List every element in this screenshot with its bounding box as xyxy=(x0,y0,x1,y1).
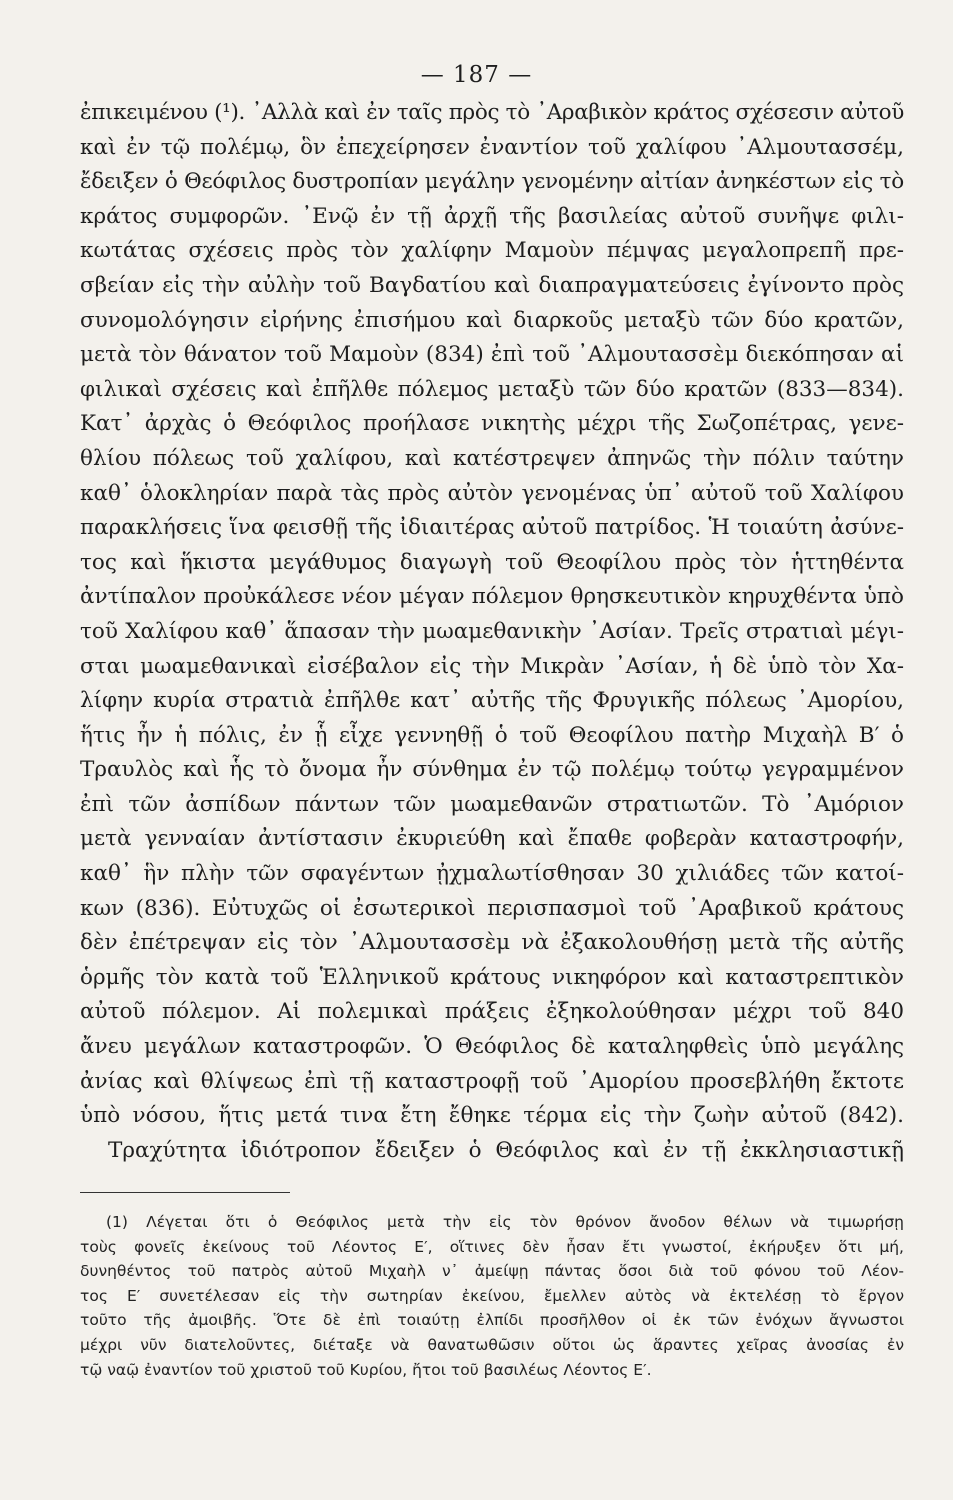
body-line: καθ᾿ ὁλοκληρίαν παρὰ τὰς πρὸς αὐτὸν γενομένας ὑπ᾿ αὐτοῦ τοῦ Χαλίφου xyxy=(80,480,904,506)
page-number: — 187 — xyxy=(420,62,533,88)
body-line: θλίου πόλεως τοῦ χαλίφου, καὶ κατέστρεψεν ἀπηνῶς τὴν πόλιν ταύτην xyxy=(80,445,904,471)
footnote-line: τοῦτο τῆς ἀμοιβῆς. Ὅτε δὲ ἐπὶ τοιαύτῃ ἐλπίδι προσῆλθον οἱ ἐκ τῶν ἐνόχων ἄγνωστοι xyxy=(80,1311,904,1330)
body-line: μετὰ τὸν θάνατον τοῦ Μαμοὺν (834) ἐπὶ τοῦ ᾿Αλμουτασσὲμ διεκόπησαν αἱ xyxy=(80,342,904,368)
body-line: κων (836). Εὐτυχῶς οἱ ἐσωτερικοὶ περισπασμοὶ τοῦ ᾿Αραβικοῦ κράτους xyxy=(80,895,904,921)
body-line: Τραυλὸς καὶ ἧς τὸ ὄνομα ἦν σύνθημα ἐν τῷ πολέμῳ τούτῳ γεγραμμένον xyxy=(80,757,904,783)
body-line: καὶ ἐν τῷ πολέμῳ, ὃν ἐπεχείρησεν ἐναντίον τοῦ χαλίφου ᾿Αλμουτασσέμ, xyxy=(80,134,904,160)
footnote-separator xyxy=(80,1192,290,1193)
body-line: ἥτις ἦν ἡ πόλις, ἐν ᾗ εἶχε γεννηθῇ ὁ τοῦ Θεοφίλου πατὴρ Μιχαὴλ Β′ ὁ xyxy=(80,722,904,748)
body-line: ἀνίας καὶ θλίψεως ἐπὶ τῇ καταστροφῇ τοῦ ᾿Αμορίου προσεβλήθη ἔκτοτε xyxy=(80,1068,904,1094)
body-line: κωτάτας σχέσεις πρὸς τὸν χαλίφην Μαμοὺν πέμψας μεγαλοπρεπῆ πρε- xyxy=(80,238,904,264)
footnote-marker-line: (1) Λέγεται ὅτι ὁ Θεόφιλος μετὰ τὴν εἰς τὸν θρόνον ἄνοδον θέλων νὰ τιμωρήσῃ xyxy=(106,1213,904,1231)
footnote-line: μέχρι νῦν διατελοῦντες, διέταξε νὰ θανατωθῶσιν οὕτοι ὡς ἅραντες χεῖρας ἀνοσίας ἐν xyxy=(80,1335,904,1354)
body-line: ἀντίπαλον προὐκάλεσε νέον μέγαν πόλεμον θρησκευτικὸν κηρυχθέντα ὑπὸ xyxy=(80,584,904,610)
footnote-line: τῷ ναῷ ἐναντίον τοῦ χριστοῦ τοῦ Κυρίου, ἤτοι τοῦ βασιλέως Λέοντος Ε′. xyxy=(80,1360,652,1379)
footnote xyxy=(80,1210,904,1382)
body-line: κράτος συμφορῶν. ᾿Ενῷ ἐν τῇ ἀρχῇ τῆς βασιλείας αὐτοῦ συνῆψε φιλι- xyxy=(80,203,904,229)
body-line: ὑπὸ νόσου, ἥτις μετά τινα ἔτη ἔθηκε τέρμα εἰς τὴν ζωὴν αὐτοῦ (842). xyxy=(80,1103,904,1129)
body-line: ὁρμῆς τὸν κατὰ τοῦ Ἑλληνικοῦ κράτους νικηφόρον καὶ καταστρεπτικὸν xyxy=(80,964,904,990)
footnote-line: τος Ε′ συνετέλεσαν εἰς τὴν σωτηρίαν ἐκείνου, ἔμελλεν αὐτὸς νὰ ἐκτελέσῃ τὸ ἔργον xyxy=(80,1286,904,1305)
body-text xyxy=(80,96,904,1168)
body-line: τοῦ Χαλίφου καθ᾿ ἅπασαν τὴν μωαμεθανικὴν ᾿Ασίαν. Τρεῖς στρατιαὶ μέγι- xyxy=(80,618,904,644)
body-line: λίφην κυρία στρατιὰ ἐπῆλθε κατ᾿ αὐτῆς τῆς Φρυγικῆς πόλεως ᾿Αμορίου, xyxy=(80,688,904,714)
body-line: μετὰ γενναίαν ἀντίστασιν ἐκυριεύθη καὶ ἔπαθε φοβερὰν καταστροφήν, xyxy=(80,826,904,852)
body-line: φιλικαὶ σχέσεις καὶ ἐπῆλθε πόλεμος μεταξὺ τῶν δύο κρατῶν (833—834). xyxy=(80,376,904,402)
body-line: δὲν ἐπέτρεψαν εἰς τὸν ᾿Αλμουτασσὲμ νὰ ἐξακολουθήσῃ μετὰ τῆς αὐτῆς xyxy=(80,930,904,956)
body-line: ἐπικειμένου (¹). ᾿Αλλὰ καὶ ἐν ταῖς πρὸς τὸ ᾿Αραβικὸν κράτος σχέσεσιν αὐτοῦ xyxy=(80,100,904,125)
body-line: ἐπὶ τῶν ἀσπίδων πάντων τῶν μωαμεθανῶν στρατιωτῶν. Τὸ ᾿Αμόριον xyxy=(80,791,904,817)
body-line: σται μωαμεθανικαὶ εἰσέβαλον εἰς τὴν Μικρὰν ᾿Ασίαν, ἡ δὲ ὑπὸ τὸν Χα- xyxy=(80,653,904,679)
body-line: αὐτοῦ πόλεμον. Αἱ πολεμικαὶ πράξεις ἐξηκολούθησαν μέχρι τοῦ 840 xyxy=(80,999,904,1025)
body-line: σβείαν εἰς τὴν αὐλὴν τοῦ Βαγδατίου καὶ διαπραγματεύσεις ἐγίνοντο πρὸς xyxy=(80,272,904,298)
body-line: Κατ᾿ ἀρχὰς ὁ Θεόφιλος προήλασε νικητὴς μέχρι τῆς Σωζοπέτρας, γενε- xyxy=(80,411,904,437)
body-line: τος καὶ ἥκιστα μεγάθυμος διαγωγὴ τοῦ Θεοφίλου πρὸς τὸν ἡττηθέντα xyxy=(80,549,904,575)
body-line: παρακλήσεις ἵνα φεισθῇ τῆς ἰδιαιτέρας αὐτοῦ πατρίδος. Ἡ τοιαύτη ἀσύνε- xyxy=(80,515,904,541)
body-line: συνομολόγησιν εἰρήνης ἐπισήμου καὶ διαρκοῦς μεταξὺ τῶν δύο κρατῶν, xyxy=(80,307,904,333)
body-line: Τραχύτητα ἰδιότροπον ἔδειξεν ὁ Θεόφιλος καὶ ἐν τῇ ἐκκλησιαστικῇ xyxy=(108,1137,904,1163)
body-line: ἄνευ μεγάλων καταστροφῶν. Ὁ Θεόφιλος δὲ καταληφθεὶς ὑπὸ μεγάλης xyxy=(80,1034,904,1060)
body-line: ἔδειξεν ὁ Θεόφιλος δυστροπίαν μεγάλην γενομένην αἰτίαν ἀνηκέστων εἰς τὸ xyxy=(80,169,904,195)
body-line: καθ᾿ ἣν πλὴν τῶν σφαγέντων ᾐχμαλωτίσθησαν 30 χιλιάδες τῶν κατοί- xyxy=(80,861,904,887)
footnote-line: δυνηθέντος τοῦ πατρὸς αὐτοῦ Μιχαὴλ ν᾿ ἀμείψῃ πάντας ὅσοι διὰ τοῦ φόνου τοῦ Λέον- xyxy=(80,1262,904,1281)
footnote-line: τοὺς φονεῖς ἐκείνους τοῦ Λέοντος Ε′, οἵτινες δὲν ἦσαν ἔτι γνωστοί, ἐκήρυξεν ὅτι μή, xyxy=(80,1237,904,1256)
